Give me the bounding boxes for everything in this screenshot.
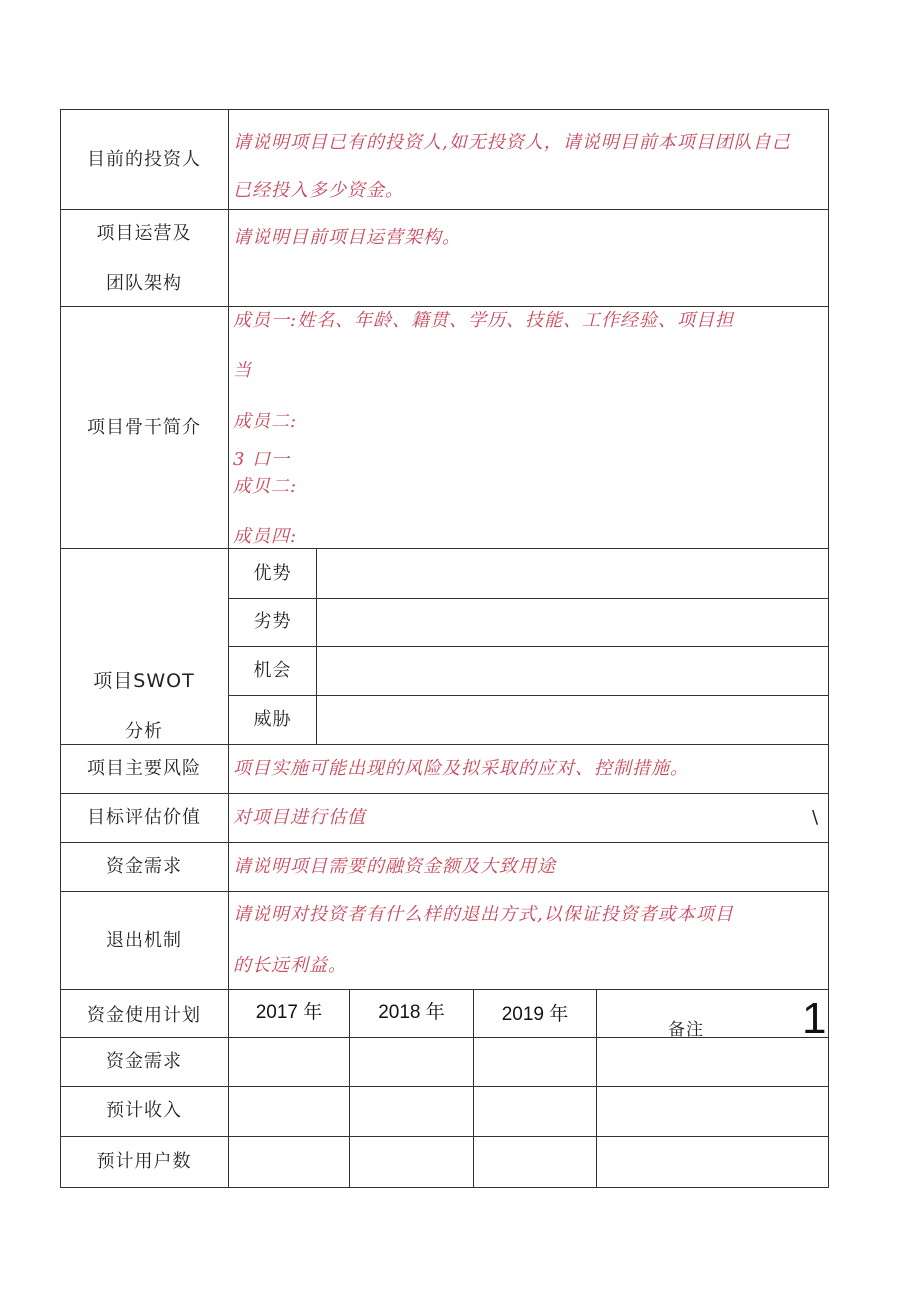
- exit-hint-line2[interactable]: 的长远利益。: [233, 955, 347, 976]
- year-2019-header: 2019 年: [501, 1004, 569, 1025]
- exit-label: 退出机制: [106, 930, 182, 951]
- cell-funding-2017[interactable]: [229, 1038, 349, 1086]
- member3-line[interactable]: 成贝二:: [233, 476, 298, 497]
- member4-line[interactable]: 成员四:: [233, 526, 298, 547]
- swot-weaknesses-label: 劣势: [253, 611, 292, 632]
- member1-line1[interactable]: 成员一:姓名、年龄、籍贯、学历、技能、工作经验、项目担: [233, 310, 735, 331]
- swot-strengths-field[interactable]: [317, 549, 828, 598]
- operations-hint[interactable]: 请说明目前项目运营架构。: [233, 227, 461, 248]
- fund-plan-row-funding: 资金需求: [106, 1051, 182, 1072]
- cell-funding-2019[interactable]: [474, 1038, 596, 1086]
- swot-threats-field[interactable]: [317, 696, 828, 744]
- fund-plan-row-income: 预计收入: [106, 1100, 182, 1121]
- cell-users-2019[interactable]: [474, 1137, 596, 1187]
- swot-opportunities-label: 机会: [253, 660, 292, 681]
- fund-plan-row-users: 预计用户数: [96, 1151, 192, 1172]
- cell-users-2018[interactable]: [350, 1137, 473, 1187]
- swot-label-line2: 分析: [125, 721, 163, 742]
- core-team-label: 项目骨干简介: [87, 417, 201, 438]
- cell-income-2019[interactable]: [474, 1087, 596, 1136]
- investors-label: 目前的投资人: [87, 149, 201, 170]
- member3-prefix[interactable]: 3 口一: [233, 449, 291, 470]
- valuation-hint[interactable]: 对项目进行估值: [233, 807, 366, 828]
- swot-weaknesses-field[interactable]: [317, 599, 828, 646]
- page-mark: 1: [802, 994, 827, 1043]
- investors-hint-line1[interactable]: 请说明项目已有的投资人,如无投资人，请说明目前本项目团队自己: [233, 132, 791, 153]
- swot-label-line1: 项目SWOT: [93, 670, 195, 692]
- year-2017-header: 2017 年: [255, 1002, 323, 1023]
- cell-users-2017[interactable]: [229, 1137, 349, 1187]
- cell-funding-notes[interactable]: [597, 1038, 828, 1086]
- valuation-label: 目标评估价值: [87, 807, 201, 828]
- investors-hint-line2[interactable]: 已经投入多少资金。: [233, 180, 404, 201]
- cell-users-notes[interactable]: [597, 1137, 828, 1187]
- member2-line[interactable]: 成员二:: [233, 411, 298, 432]
- swot-threats-label: 威胁: [253, 709, 292, 730]
- swot-opportunities-field[interactable]: [317, 647, 828, 695]
- funding-need-label: 资金需求: [106, 856, 182, 877]
- risk-label: 项目主要风险: [87, 758, 201, 779]
- year-2018-header: 2018 年: [378, 1002, 445, 1023]
- cell-income-notes[interactable]: [597, 1087, 828, 1136]
- member1-line2[interactable]: 当: [233, 360, 252, 381]
- cell-funding-2018[interactable]: [350, 1038, 473, 1086]
- operations-label-line1: 项目运营及: [96, 223, 192, 244]
- operations-label-line2: 团队架构: [106, 273, 182, 294]
- notes-header: 备注: [668, 1020, 704, 1040]
- cell-income-2018[interactable]: [350, 1087, 473, 1136]
- exit-hint-line1[interactable]: 请说明对投资者有什么样的退出方式,以保证投资者或本项目: [233, 904, 734, 925]
- fund-plan-label: 资金使用计划: [87, 1005, 201, 1026]
- funding-need-hint[interactable]: 请说明项目需要的融资金额及大致用途: [233, 856, 556, 877]
- valuation-mark: \: [812, 807, 820, 828]
- risk-hint[interactable]: 项目实施可能出现的风险及拟采取的应对、控制措施。: [233, 758, 689, 779]
- swot-strengths-label: 优势: [253, 563, 292, 584]
- cell-income-2017[interactable]: [229, 1087, 349, 1136]
